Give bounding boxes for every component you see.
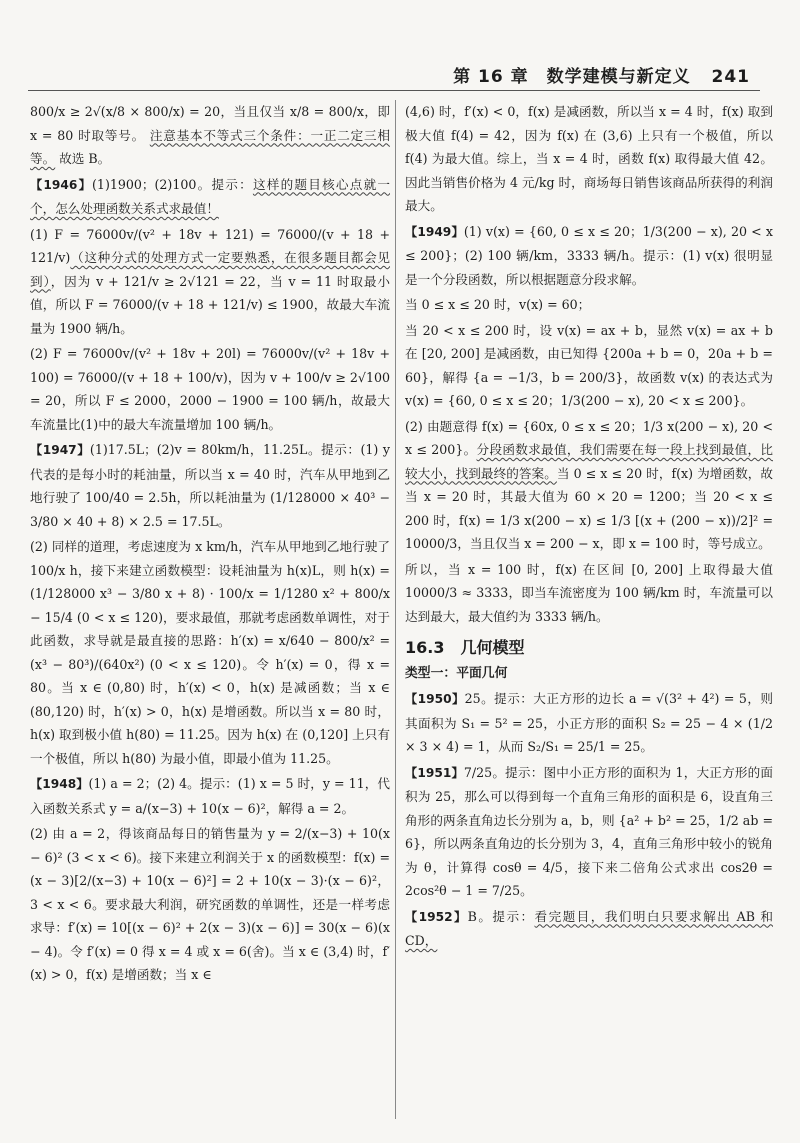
- question-number: 【1952】: [405, 909, 468, 924]
- hint-underline: 注意基本不等式三个条件：一正二定三相等。: [30, 127, 390, 166]
- header-rule: [28, 90, 760, 91]
- answer-1949-conclusion: 所以，当 x = 100 时，f(x) 在区间 [0, 200] 上取得最大值 10000/3 ≈ 3333，即当车流密度为 100 辆/km 时，车流量可以达到最大，最大值约为 3333 辆/h。: [405, 561, 773, 624]
- question-number: 【1948】: [30, 777, 89, 791]
- page-header: [453, 62, 750, 87]
- answer-1949-case2: 当 20 < x ≤ 200 时，设 v(x) = ax + b，显然 v(x) = ax + b 在 [20, 200] 是减函数，由已知得 {200a + b = 0，20a + b = 60}，解得 {a = −1/3，b = 200/3}，故函数 v(x) 的表达式为 v(x) = {60, 0 ≤ x ≤ 20；1/3(200 − x), 20 < x ≤ 200}。: [405, 322, 773, 408]
- answer-1950: 【1950】25。提示：大正方形的边长 a = √(3² + 4²) = 5，则其面积为 S₁ = 5² = 25，小正方形的面积 S₂ = 25 − 4 × (1/2 × 3 × 4) = 1，从而 S₂/S₁ = 25/1 = 25。: [405, 691, 773, 754]
- column-divider: [395, 100, 396, 1119]
- hint-underline: 这样的题目核心点就一个，怎么处理函数关系式求最值！: [30, 176, 390, 216]
- answer-1952: 【1952】B。提示：看完题目，我们明白只要求解出 AB 和 CD，: [405, 908, 773, 948]
- answer-1948-part2: (2) 由 a = 2，得该商品每日的销售量为 y = 2/(x−3) + 10(x − 6)² (3 < x < 6)。接下来建立利润关于 x 的函数模型：f(x) = (x − 3)[2/(x−3) + 10(x − 6)²] = 2 + 10(x − 3)·(x − 6)²，3 < x < 6。要求最大利润，研究函数的单调性，还是一样考虑求导：f′(x) = 10[(x − 6)² + 2(x − 3)(x − 6)] = 30(x − 6)(x − 4)。令 f′(x) = 0 得 x = 4 或 x = 6(舍)。当 x ∈ (3,4) 时，f′(x) > 0，f(x) 是增函数；当 x ∈: [30, 826, 390, 982]
- left-column: [30, 100, 390, 1125]
- hint-underline: 分段函数求最值，我们需要在每一段上找到最值，比较大小，找到最终的答案。: [405, 442, 773, 481]
- page-number: 241: [711, 67, 750, 87]
- hint-underline: （这种分式的处理方式一定要熟悉，在很多题目都会见到）: [30, 250, 390, 289]
- answer-1949-case1: 当 0 ≤ x ≤ 20 时，v(x) = 60；: [405, 297, 591, 312]
- answer-1946: 【1946】(1)1900；(2)100。提示：这样的题目核心点就一个，怎么处理函数关系式求最值！: [30, 176, 390, 216]
- answer-1949-part2: (2) 由题意得 f(x) = {60x, 0 ≤ x ≤ 20；1/3 x(200 − x), 20 < x ≤ 200}。分段函数求最值，我们需要在每一段上找到最值，比较大小，找到最终的答案。当 0 ≤ x ≤ 20 时，f(x) 为增函数，故当 x = 20 时，其最大值为 60 × 20 = 1200；当 20 < x ≤ 200 时，f(x) = 1/3 x(200 − x) ≤ 1/3 [(x + (200 − x))/2]² = 10000/3，当且仅当 x = 200 − x，即 x = 100 时，等号成立。: [405, 418, 773, 551]
- answer-1948-tail: (4,6) 时，f′(x) < 0，f(x) 是减函数，所以当 x = 4 时，f(x) 取到极大值 f(4) = 42，因为 f(x) 在 (3,6) 上只有一个极值，所以 f(4) 为最大值。综上，当 x = 4 时，函数 f(x) 取得最大值 42。因此当销售价格为 4 元/kg 时，商场每日销售该商品所获得的利润最大。: [405, 104, 773, 213]
- answer-1951: 【1951】7/25。提示：图中小正方形的面积为 1，大正方形的面积为 25，那么可以得到每一个直角三角形的面积是 6，设直角三角形的两条直角边长分别为 a，b，则 {a² + b² = 25，1/2 ab = 6}，所以两条直角边的长分别为 3，4，直角三角形中较小的锐角为 θ，计算得 cosθ = 4/5，接下来二倍角公式求出 cos2θ = 2cos²θ − 1 = 7/25。: [405, 764, 773, 898]
- answer-1948: 【1948】(1) a = 2；(2) 4。提示：(1) x = 5 时，y = 11，代入函数关系式 y = a/(x−3) + 10(x − 6)²，解得 a = 2。: [30, 776, 390, 816]
- right-column: [405, 100, 773, 1125]
- answer-1946-part1: (1) F = 76000v/(v² + 18v + 121) = 76000/(v + 18 + 121/v)（这种分式的处理方式一定要熟悉，在很多题目都会见到），因为 v + 121/v ≥ 2√121 = 22，当 v = 11 时取最小值，所以 F = 76000/(v + 18 + 121/v) ≤ 1900，故最大车流量为 1900 辆/h。: [30, 226, 390, 336]
- chapter-title: 第 16 章 数学建模与新定义: [453, 67, 691, 87]
- answer-1947: 【1947】(1)17.5L；(2)v = 80km/h，11.25L。提示：(1) y 代表的是每小时的耗油量，所以当 x = 40 时，汽车从甲地到乙地行驶了 100/40 = 2.5h，所以耗油量为 (1/128000 × 40³ − 3/80 × 40 + 8) × 2.5 = 17.5L。: [30, 442, 390, 529]
- question-number: 【1946】: [30, 177, 93, 192]
- answer-1945-tail: 800/x ≥ 2√(x/8 × 800/x) = 20，当且仅当 x/8 = 800/x，即 x = 80 时取等号。 注意基本不等式三个条件：一正二定三相等。 故选 B。: [30, 104, 390, 166]
- hint-underline: 看完题目，我们明白只要求解出 AB 和 CD，: [405, 908, 773, 948]
- question-number: 【1949】: [405, 224, 464, 239]
- answer-1949: 【1949】(1) v(x) = {60, 0 ≤ x ≤ 20；1/3(200 − x), 20 < x ≤ 200}；(2) 100 辆/km，3333 辆/h。提示：(1) v(x) 很明显是一个分段函数，所以根据题意分段求解。: [405, 223, 773, 287]
- question-number: 【1947】: [30, 443, 90, 457]
- question-number: 【1950】: [405, 692, 465, 706]
- answer-1946-part2: (2) F = 76000v/(v² + 18v + 20l) = 76000v/(v² + 18v + 100) = 76000/(v + 18 + 100/v)，因为 v + 100/v ≥ 2√100 = 20，所以 F ≤ 2000，2000 − 1900 = 100 辆/h，故最大车流量比(1)中的最大车流量增加 100 辆/h。: [30, 346, 390, 432]
- question-number: 【1951】: [405, 765, 464, 780]
- subsection-title: 类型一：平面几何: [405, 665, 508, 681]
- section-title: 16.3 几何模型: [405, 638, 525, 657]
- answer-1947-part2: (2) 同样的道理，考虑速度为 x km/h，汽车从甲地到乙地行驶了 100/x h，接下来建立函数模型：设耗油量为 h(x)L，则 h(x) = (1/128000 x³ − 3/80 x + 8) · 100/x = 1/1280 x² + 800/x − 15/4 (0 < x ≤ 120)，要求最值，那就考虑函数单调性，对于此函数，求导就是最直接的思路：h′(x) = x/640 − 800/x² = (x³ − 80³)/(640x²) (0 < x ≤ 120)。令 h′(x) = 0，得 x = 80。当 x ∈ (0,80) 时，h′(x) < 0，h(x) 是减函数；当 x ∈ (80,120) 时，h′(x) > 0，h(x) 是增函数。所以当 x = 80 时，h(x) 取到极小值 h(80) = 11.25。因为 h(x) 在 (0,120] 上只有一个极值，所以 h(80) 为最小值，即最小值为 11.25。: [30, 539, 390, 766]
